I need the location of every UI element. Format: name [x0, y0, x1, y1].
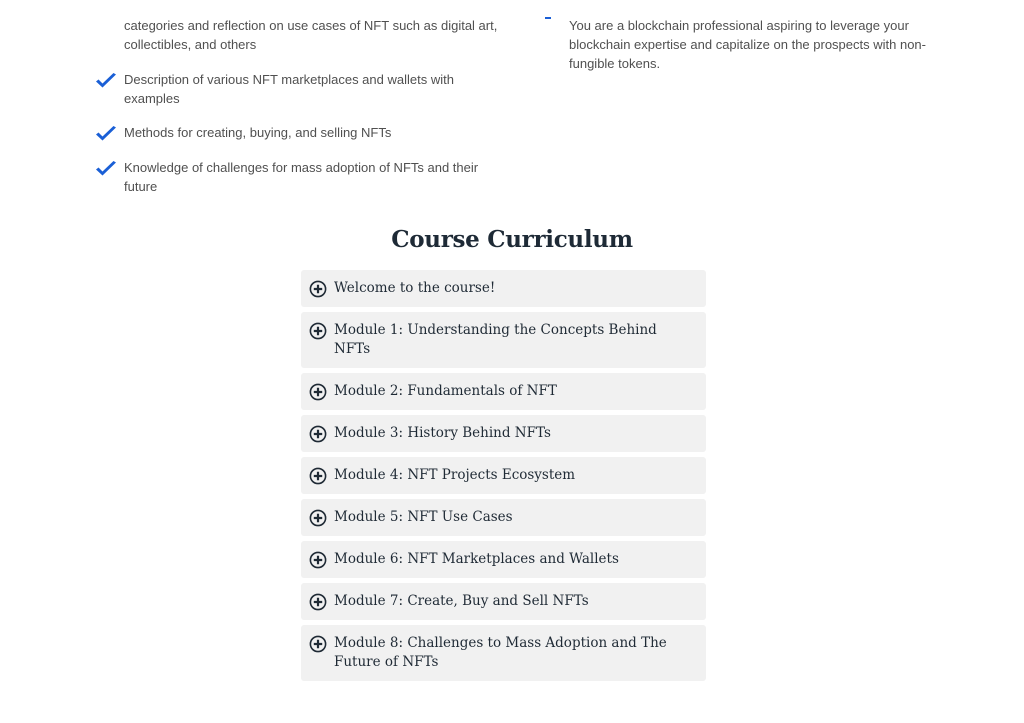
module-title: Module 3: History Behind NFTs: [334, 425, 551, 441]
learning-outcome-item: [94, 123, 504, 142]
curriculum-module[interactable]: [301, 457, 706, 494]
plus-circle-icon[interactable]: [309, 425, 327, 443]
module-title: Module 5: NFT Use Cases: [334, 509, 513, 525]
module-title: Module 7: Create, Buy and Sell NFTs: [334, 593, 589, 609]
curriculum-title: Course Curriculum: [391, 226, 633, 253]
curriculum-module[interactable]: [301, 625, 706, 681]
bullet-icon: [545, 17, 551, 19]
module-title: Module 2: Fundamentals of NFT: [334, 383, 557, 399]
module-title: Module 4: NFT Projects Ecosystem: [334, 467, 576, 483]
learning-outcome-item: [94, 16, 504, 54]
module-title: Module 6: NFT Marketplaces and Wallets: [334, 551, 619, 567]
plus-circle-icon[interactable]: [309, 551, 327, 569]
checkmark-icon: [95, 126, 117, 142]
curriculum-module[interactable]: [301, 270, 706, 307]
curriculum-module[interactable]: [301, 541, 706, 578]
curriculum-module[interactable]: [301, 415, 706, 452]
curriculum-module[interactable]: [301, 312, 706, 368]
module-title: Welcome to the course!: [334, 280, 496, 296]
plus-circle-icon[interactable]: [309, 467, 327, 485]
learning-outcome-item: [94, 158, 504, 196]
learning-outcome-text: Description of various NFT marketplaces and wallets with examples: [124, 72, 454, 106]
learning-outcome-text: categories and reflection on use cases of NFT such as digital art, collectibles, and others: [124, 18, 498, 52]
curriculum-module[interactable]: [301, 583, 706, 620]
module-title: Module 1: Understanding the Concepts Behind NFTs: [334, 322, 657, 357]
audience-text: You are a blockchain professional aspiring to leverage your blockchain expertise and capitalize on the prospects with non-fungible tokens.: [569, 18, 926, 71]
checkmark-icon: [95, 73, 117, 89]
plus-circle-icon[interactable]: [309, 280, 327, 298]
curriculum-module[interactable]: [301, 373, 706, 410]
module-title: Module 8: Challenges to Mass Adoption and The Future of NFTs: [334, 635, 667, 670]
learning-outcome-text: Knowledge of challenges for mass adoption of NFTs and their future: [124, 160, 479, 194]
curriculum-accordion: [301, 270, 706, 686]
learning-outcome-text: Methods for creating, buying, and selling NFTs: [124, 125, 392, 140]
plus-circle-icon[interactable]: [309, 635, 327, 653]
plus-circle-icon[interactable]: [309, 509, 327, 527]
curriculum-module[interactable]: [301, 499, 706, 536]
learning-outcome-item: [94, 70, 504, 108]
plus-circle-icon[interactable]: [309, 322, 327, 340]
plus-circle-icon[interactable]: [309, 383, 327, 401]
checkmark-icon: [95, 161, 117, 177]
plus-circle-icon[interactable]: [309, 593, 327, 611]
